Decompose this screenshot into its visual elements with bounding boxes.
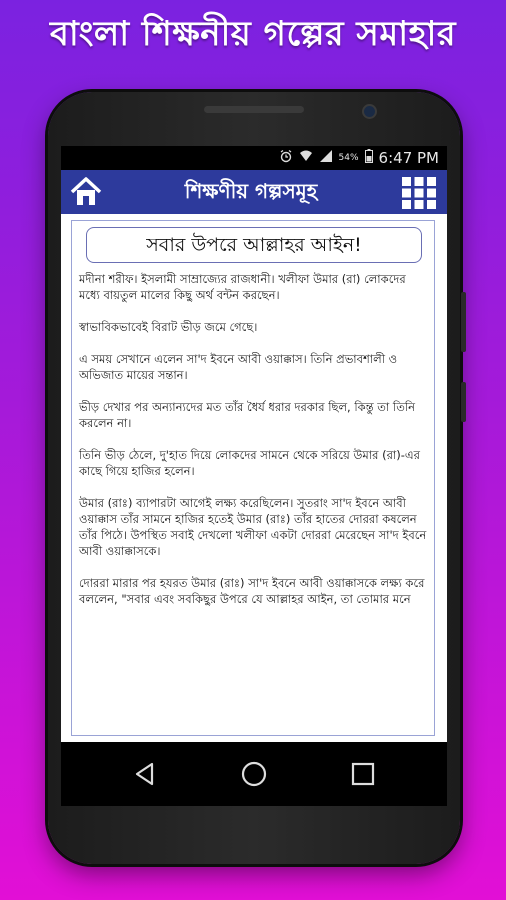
- story-body: [79, 271, 429, 623]
- navigation-bar: [61, 742, 447, 806]
- story-paragraph: ভীড় দেখার পর অন্যান্যদের মত তাঁর ধৈর্য ধরার দরকার ছিল, কিন্তু তা তিনি করলেন না।: [79, 400, 415, 430]
- phone-speaker: [204, 106, 304, 113]
- story-paragraph: মদীনা শরীফ। ইসলামী সাম্রাজ্যের রাজধানী। খলীফা উমার (রা) লোকদের মধ্যে বায়তুল মালের কিছু অর্থ বন্টন করছেন।: [79, 272, 406, 302]
- content-area[interactable]: [61, 214, 447, 742]
- story-paragraph: তিনি ভীড় ঠেলে, দু'হাত দিয়ে লোকদের সামনে থেকে সরিয়ে উমার (রা)-এর কাছে গিয়ে হাজির হলেন।: [79, 448, 420, 478]
- grid-menu-button[interactable]: [401, 176, 437, 210]
- power-button: [461, 382, 466, 422]
- grid-menu-icon: [401, 176, 437, 210]
- home-button[interactable]: [69, 176, 103, 208]
- story-paragraph: উমার (রাঃ) ব্যাপারটা আগেই লক্ষ্য করেছিলেন। সুতরাং সা'দ ইবনে আবী ওয়াক্কাস তাঁর সামনে হাজির হতেই উমার (রাঃ) তাঁর হাতের দোররা কষলেন তাঁর পিঠে। উপস্থিত সবাই দেখলো খলীফা একটা দোররা মেরেছেন সা'দ ইবনে আবী ওয়াক্কাসকে।: [79, 496, 427, 558]
- phone-frame: [48, 92, 460, 864]
- recents-button[interactable]: [343, 756, 383, 792]
- home-circle-icon: [240, 760, 268, 788]
- wifi-icon: [299, 149, 313, 167]
- back-icon: [132, 761, 158, 787]
- story-title: সবার উপরে আল্লাহর আইন!: [86, 227, 422, 263]
- home-nav-button[interactable]: [234, 756, 274, 792]
- volume-button: [461, 292, 466, 352]
- home-icon: [69, 176, 103, 208]
- battery-percent: 54%: [338, 153, 359, 163]
- screen: [61, 146, 447, 806]
- alarm-icon: [279, 149, 293, 167]
- back-button[interactable]: [125, 756, 165, 792]
- story-paragraph: স্বাভাবিকভাবেই বিরাট ভীড় জমে গেছে।: [79, 320, 258, 334]
- clock: 6:47 PM: [378, 149, 439, 167]
- promo-title: বাংলা শিক্ষনীয় গল্পের সমাহার: [49, 14, 457, 54]
- phone-camera: [362, 104, 377, 119]
- story-paragraph: দোররা মারার পর হযরত উমার (রাঃ) সা'দ ইবনে আবী ওয়াক্কাসকে লক্ষ্য করে বললেন, "সবার এবং সবকিছুর উপরে যে আল্লাহর আইন, তা তোমার মনে: [79, 576, 425, 606]
- story-paragraph: এ সময় সেখানে এলেন সা'দ ইবনে আবী ওয়াক্কাস। তিনি প্রভাবশালী ও অভিজাত মায়ের সন্তান।: [79, 352, 398, 382]
- status-bar: [61, 146, 447, 170]
- app-bar: [61, 170, 447, 214]
- story-card: [71, 220, 435, 736]
- recents-icon: [350, 761, 376, 787]
- app-title: শিক্ষণীয় গল্পসমূহ: [184, 179, 318, 203]
- battery-icon: [365, 149, 373, 167]
- signal-icon: [319, 149, 333, 167]
